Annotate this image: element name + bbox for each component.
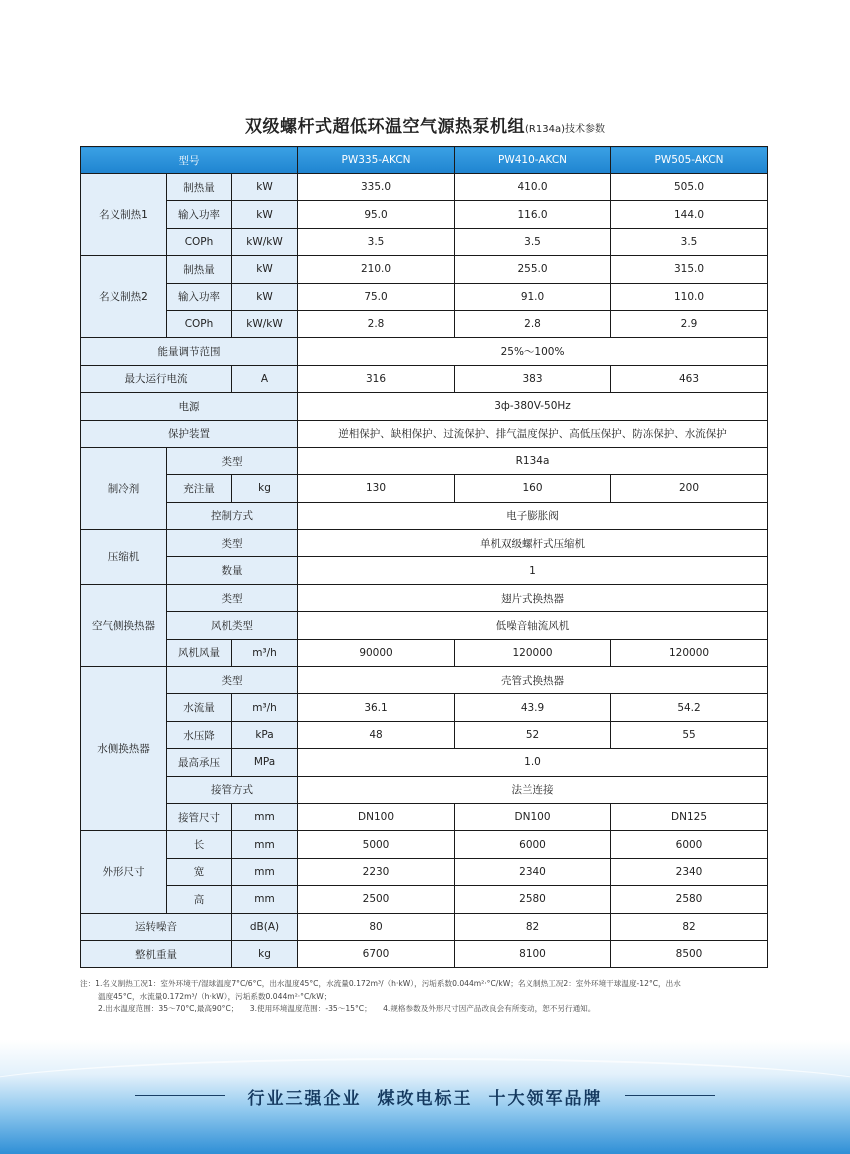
row-unit: A (232, 365, 298, 392)
cell-value: 3.5 (298, 228, 455, 255)
table-row (81, 913, 768, 940)
group-air-hx: 空气侧换热器 (81, 584, 167, 666)
row-label: 类型 (167, 530, 298, 557)
cell-value: 壳管式换热器 (298, 667, 768, 694)
row-label: 输入功率 (167, 283, 232, 310)
cell-value: 3.5 (455, 228, 611, 255)
table-row (81, 584, 768, 611)
cell-value: 210.0 (298, 256, 455, 283)
row-label: 电源 (81, 393, 298, 420)
row-unit: kW/kW (232, 228, 298, 255)
cell-value: 8100 (455, 940, 611, 967)
row-label: 长 (167, 831, 232, 858)
table-row (81, 530, 768, 557)
cell-value: 316 (298, 365, 455, 392)
row-unit: kW (232, 256, 298, 283)
cell-value: 2580 (455, 886, 611, 913)
group-refrigerant: 制冷剂 (81, 447, 167, 529)
table-row (81, 338, 768, 365)
cell-value: 90000 (298, 639, 455, 666)
row-label: 最大运行电流 (81, 365, 232, 392)
cell-value: 电子膨胀阀 (298, 502, 768, 529)
table-row (81, 694, 768, 721)
row-unit: kW (232, 174, 298, 201)
row-label: 接管尺寸 (167, 803, 232, 830)
slogan-item: 行业三强企业 (247, 1089, 362, 1109)
cell-value: 2230 (298, 858, 455, 885)
cell-value: 383 (455, 365, 611, 392)
table-row (81, 776, 768, 803)
page-title (0, 112, 850, 137)
cell-value: 1 (298, 557, 768, 584)
row-label: 风机类型 (167, 612, 298, 639)
row-label: 制热量 (167, 256, 232, 283)
table-row (81, 475, 768, 502)
cell-value: 3.5 (611, 228, 768, 255)
spec-table (80, 146, 768, 968)
table-row (81, 940, 768, 967)
cell-value: R134a (298, 447, 768, 474)
cell-value: DN100 (455, 803, 611, 830)
model-2: PW410-AKCN (455, 147, 611, 174)
row-label: 能量调节范围 (81, 338, 298, 365)
row-unit: m³/h (232, 694, 298, 721)
row-label: 接管方式 (167, 776, 298, 803)
cell-value: 1.0 (298, 749, 768, 776)
footnote-line: 温度45°C，水流量0.172m³/（h·kW），污垢系数0.044m²·°C/kW； (98, 991, 332, 1001)
cell-value: 低噪音轴流风机 (298, 612, 768, 639)
cell-value: 410.0 (455, 174, 611, 201)
cell-value: 91.0 (455, 283, 611, 310)
table-row (81, 502, 768, 529)
footnote-line: 注：1.名义制热工况1：室外环境干/湿球温度7°C/6°C，出水温度45°C，水流量0.172m³/（h·kW），污垢系数0.044m²·°C/kW；名义制热工况2：室外环境干球温度-12°C，出水 (80, 979, 681, 988)
table-row (81, 721, 768, 748)
cell-value: DN100 (298, 803, 455, 830)
group-compressor: 压缩机 (81, 530, 167, 585)
row-label: 整机重量 (81, 940, 232, 967)
row-label: 宽 (167, 858, 232, 885)
cell-value: 52 (455, 721, 611, 748)
group-water-hx: 水侧换热器 (81, 667, 167, 831)
row-label: 输入功率 (167, 201, 232, 228)
table-row (81, 667, 768, 694)
cell-value: 8500 (611, 940, 768, 967)
cell-value: 120000 (455, 639, 611, 666)
row-unit: mm (232, 831, 298, 858)
cell-value: 43.9 (455, 694, 611, 721)
row-unit: mm (232, 803, 298, 830)
row-unit: m³/h (232, 639, 298, 666)
row-label: 高 (167, 886, 232, 913)
table-row (81, 283, 768, 310)
row-label: 保护装置 (81, 420, 298, 447)
row-unit: dB(A) (232, 913, 298, 940)
table-row (81, 749, 768, 776)
cell-value: 463 (611, 365, 768, 392)
row-label: 风机风量 (167, 639, 232, 666)
cell-value: 110.0 (611, 283, 768, 310)
cell-value: 200 (611, 475, 768, 502)
table-row (81, 228, 768, 255)
cell-value: 130 (298, 475, 455, 502)
cell-value: 2.8 (298, 310, 455, 337)
model-1: PW335-AKCN (298, 147, 455, 174)
table-row (81, 639, 768, 666)
table-row (81, 831, 768, 858)
slogan-item: 十大领军品牌 (488, 1089, 603, 1109)
cell-value: 255.0 (455, 256, 611, 283)
row-unit: mm (232, 886, 298, 913)
cell-value: 335.0 (298, 174, 455, 201)
row-unit: kg (232, 475, 298, 502)
group-dims: 外形尺寸 (81, 831, 167, 913)
header-row (81, 147, 768, 174)
group-nominal2: 名义制热2 (81, 256, 167, 338)
table-row (81, 447, 768, 474)
group-nominal1: 名义制热1 (81, 174, 167, 256)
row-label: 数量 (167, 557, 298, 584)
cell-value: 5000 (298, 831, 455, 858)
row-unit: kW (232, 201, 298, 228)
table-row (81, 420, 768, 447)
table-row (81, 557, 768, 584)
cell-value: 120000 (611, 639, 768, 666)
row-label: 运转噪音 (81, 913, 232, 940)
slogan-bar (0, 1084, 850, 1108)
row-label: COPh (167, 310, 232, 337)
cell-value: DN125 (611, 803, 768, 830)
table-row (81, 886, 768, 913)
cell-value: 2580 (611, 886, 768, 913)
footnotes (80, 978, 760, 1016)
cell-value: 翅片式换热器 (298, 584, 768, 611)
row-label: 制热量 (167, 174, 232, 201)
row-unit: mm (232, 858, 298, 885)
row-unit: MPa (232, 749, 298, 776)
cell-value: 6000 (455, 831, 611, 858)
row-label: 水流量 (167, 694, 232, 721)
row-label: 控制方式 (167, 502, 298, 529)
row-label: 最高承压 (167, 749, 232, 776)
table-row (81, 803, 768, 830)
cell-value: 6000 (611, 831, 768, 858)
cell-value: 单机双级螺杆式压缩机 (298, 530, 768, 557)
cell-value: 36.1 (298, 694, 455, 721)
cell-value: 25%～100% (298, 338, 768, 365)
row-unit: kg (232, 940, 298, 967)
cell-value: 116.0 (455, 201, 611, 228)
cell-value: 法兰连接 (298, 776, 768, 803)
table-row (81, 201, 768, 228)
cell-value: 2.9 (611, 310, 768, 337)
model-3: PW505-AKCN (611, 147, 768, 174)
cell-value: 逆相保护、缺相保护、过流保护、排气温度保护、高低压保护、防冻保护、水流保护 (298, 420, 768, 447)
table-row (81, 174, 768, 201)
table-row (81, 310, 768, 337)
cell-value: 55 (611, 721, 768, 748)
cell-value: 2.8 (455, 310, 611, 337)
cell-value: 2340 (611, 858, 768, 885)
cell-value: 2500 (298, 886, 455, 913)
table-row (81, 612, 768, 639)
title-sub: (R134a)技术参数 (525, 124, 605, 135)
cell-value: 2340 (455, 858, 611, 885)
cell-value: 95.0 (298, 201, 455, 228)
slogan (0, 1084, 850, 1109)
cell-value: 3ф-380V-50Hz (298, 393, 768, 420)
cell-value: 144.0 (611, 201, 768, 228)
cell-value: 80 (298, 913, 455, 940)
cell-value: 82 (611, 913, 768, 940)
cell-value: 160 (455, 475, 611, 502)
cell-value: 315.0 (611, 256, 768, 283)
row-label: 水压降 (167, 721, 232, 748)
table-row (81, 256, 768, 283)
row-label: 类型 (167, 667, 298, 694)
footnote-line: 2.出水温度范围：35～70°C,最高90°C； 3.使用环境温度范围：-35～15°C； 4.规格参数及外形尺寸因产品改良会有所变动，恕不另行通知。 (98, 1004, 596, 1013)
cell-value: 54.2 (611, 694, 768, 721)
table-row (81, 393, 768, 420)
row-label: 充注量 (167, 475, 232, 502)
row-label: 类型 (167, 447, 298, 474)
slogan-item: 煤改电标王 (377, 1089, 473, 1109)
row-label: COPh (167, 228, 232, 255)
row-unit: kPa (232, 721, 298, 748)
row-unit: kW/kW (232, 310, 298, 337)
cell-value: 6700 (298, 940, 455, 967)
cell-value: 75.0 (298, 283, 455, 310)
title-main: 双级螺杆式超低环温空气源热泵机组 (245, 117, 526, 137)
cell-value: 48 (298, 721, 455, 748)
cell-value: 82 (455, 913, 611, 940)
cell-value: 505.0 (611, 174, 768, 201)
table-row (81, 365, 768, 392)
model-label: 型号 (81, 147, 298, 174)
table-row (81, 858, 768, 885)
row-unit: kW (232, 283, 298, 310)
row-label: 类型 (167, 584, 298, 611)
